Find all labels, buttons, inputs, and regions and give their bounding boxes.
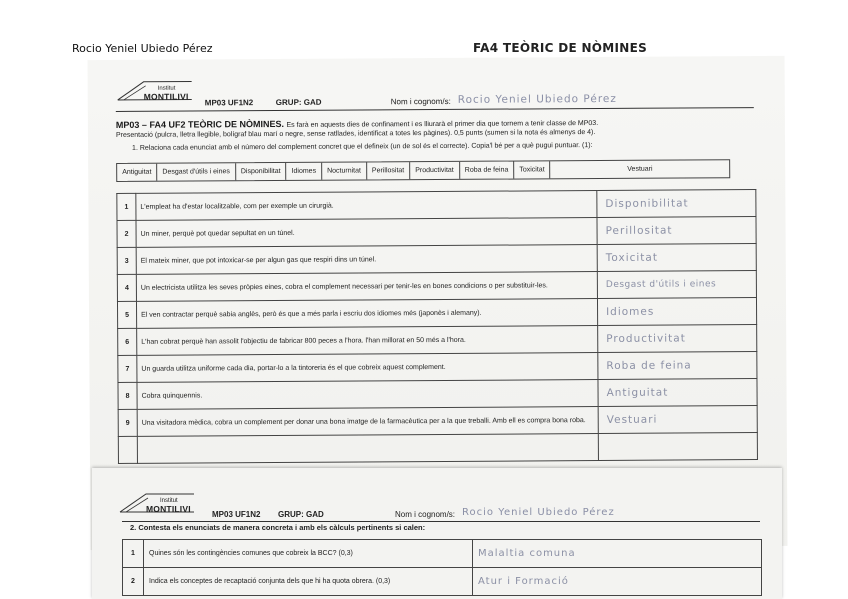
row-number: 4 bbox=[117, 274, 136, 301]
presentation-note: Presentació (pulcra, lletra llegible, bolígraf blau marí o negre, sense ratllades, identificat a totes les pàgines). 0,5 punts (sumen si la nota és almenys de 4). bbox=[115, 129, 596, 139]
row-answer-handwritten: Toxicitat bbox=[597, 244, 756, 272]
row-answer-handwritten: Malaltia comuna bbox=[473, 540, 762, 568]
row-number: 2 bbox=[117, 220, 136, 247]
word-bank-item: Roba de feina bbox=[460, 162, 515, 179]
row-question: Un guarda utilitza uniforme cada dia, portar-lo a la tintoreria és el que cobreix aquest complement. bbox=[137, 353, 598, 383]
course-code: MP03 UF1N2 bbox=[204, 98, 254, 108]
row-question: El ven contractar perquè sabia anglès, però és que a més parla i escriu dos idiomes més (japonès i alemany). bbox=[136, 299, 597, 329]
table-row bbox=[123, 568, 762, 596]
row-number bbox=[118, 436, 137, 463]
word-bank-item: Toxicitat bbox=[514, 161, 550, 178]
row-number: 3 bbox=[117, 247, 136, 274]
table-row bbox=[117, 298, 756, 329]
word-bank-item: Productivitat bbox=[410, 162, 460, 179]
name-handwritten: Rocio Yeniel Ubiedo Pérez bbox=[462, 507, 615, 518]
school-logo bbox=[116, 490, 196, 520]
row-question: Un electricista utilitza les seves pròpies eines, cobra el complement necessari per tenir-les en bones condicions o per substituir-les. bbox=[136, 272, 597, 302]
header-rule bbox=[122, 521, 760, 522]
table-row bbox=[123, 540, 762, 568]
row-number: 1 bbox=[123, 540, 144, 568]
row-answer-handwritten: Antiguitat bbox=[598, 379, 757, 407]
row-question: El mateix miner, que pot intoxicar-se per algun gas que respiri dins un túnel. bbox=[136, 245, 597, 275]
table-row bbox=[118, 352, 757, 383]
exercise-title bbox=[116, 117, 598, 130]
logo-name-text: MONTILIVI bbox=[146, 504, 191, 514]
row-number: 5 bbox=[117, 301, 136, 328]
table-row bbox=[117, 190, 756, 221]
row-question: Indica els conceptes de recaptació conjunta dels que hi ha quota obrera. (0,3) bbox=[144, 568, 473, 596]
row-answer-handwritten: Disponibilitat bbox=[597, 190, 756, 218]
table-row bbox=[118, 379, 757, 410]
document-title: FA4 TEÒRIC DE NÒMINES bbox=[473, 41, 648, 55]
logo-institut-text: Institut bbox=[157, 85, 176, 92]
row-question bbox=[137, 434, 598, 464]
row-question: L'han cobrat perquè han assolit l'objectiu de fabricar 800 peces a l'hora. l'han millorat en 50 més a l'hora. bbox=[137, 326, 598, 356]
word-bank-item: Nocturnitat bbox=[322, 162, 367, 179]
row-question: L'empleat ha d'estar localitzable, com per exemple un cirurgià. bbox=[136, 191, 597, 221]
row-answer-handwritten: Desgast d'útils i eines bbox=[597, 271, 756, 299]
question-table-1 bbox=[116, 189, 758, 464]
group-label: GRUP: GAD bbox=[275, 97, 322, 107]
row-question: Cobra quinquennis. bbox=[137, 380, 598, 410]
row-number: 8 bbox=[118, 382, 137, 409]
row-answer-handwritten: Productivitat bbox=[598, 325, 757, 353]
exercise-title-bold: MP03 – FA4 UF2 TEÒRIC DE NÒMINES. bbox=[115, 118, 284, 130]
name-label: Nom i cognom/s: bbox=[390, 96, 451, 107]
row-answer-handwritten bbox=[598, 433, 757, 461]
table-row bbox=[117, 271, 756, 302]
exercise-title-rest: Es farà en aquests dies de confinament i es lliurarà el primer dia que tornem a tenir classe de MP03. bbox=[286, 120, 599, 129]
row-number: 7 bbox=[118, 355, 137, 382]
logo-institut-text: Institut bbox=[160, 498, 178, 504]
header-rule bbox=[116, 107, 754, 112]
word-bank-item: Vestuari bbox=[627, 165, 653, 173]
word-bank-item: Antiguitat bbox=[117, 164, 157, 181]
word-bank-item: Disponibilitat bbox=[236, 163, 287, 180]
student-name-header: Rocio Yeniel Ubiedo Pérez bbox=[72, 42, 213, 55]
group-label: GRUP: GAD bbox=[278, 510, 324, 519]
row-question: Un miner, perquè pot quedar sepultat en un túnel. bbox=[136, 218, 597, 248]
exercise-1-instructions: 1. Relaciona cada enunciat amb el número del complement concret que el defineix (un de sol és el correcte). Copia'l bé per a què pugui puntuar. (1): bbox=[132, 142, 593, 152]
table-row bbox=[117, 217, 756, 248]
table-row bbox=[118, 406, 757, 437]
course-code: MP03 UF1N2 bbox=[212, 510, 261, 519]
table-row bbox=[118, 433, 757, 464]
row-answer-handwritten: Perillositat bbox=[597, 217, 756, 245]
name-handwritten: Rocio Yeniel Ubiedo Pérez bbox=[457, 92, 617, 106]
question-table-2 bbox=[122, 539, 762, 596]
table-row bbox=[118, 325, 757, 356]
row-question: Una visitadora mèdica, cobra un complement per donar una bona imatge de la farmacèutica per a la que treballi. Amb ell es compra bona roba. bbox=[137, 407, 598, 437]
row-number: 2 bbox=[123, 568, 144, 596]
word-bank bbox=[116, 159, 730, 182]
row-answer-handwritten: Roba de feina bbox=[598, 352, 757, 380]
word-bank-item: Idiomes bbox=[287, 163, 323, 180]
row-number: 9 bbox=[118, 409, 137, 436]
name-label: Nom i cognom/s: bbox=[395, 510, 456, 519]
scanned-page-2 bbox=[92, 468, 782, 599]
logo-name-text: MONTILIVI bbox=[143, 91, 189, 102]
word-bank-item: Desgast d'útils i eines bbox=[157, 163, 236, 180]
exercise-2-instructions: 2. Contesta els enunciats de manera concreta i amb els càlculs pertinents si calen: bbox=[130, 523, 426, 532]
row-number: 6 bbox=[118, 328, 137, 355]
row-answer-handwritten: Atur i Formació bbox=[473, 568, 762, 596]
table-row bbox=[117, 244, 756, 275]
word-bank-item: Perillositat bbox=[367, 162, 410, 179]
school-logo bbox=[114, 77, 194, 107]
row-answer-handwritten: Idiomes bbox=[597, 298, 756, 326]
row-number: 1 bbox=[117, 193, 136, 220]
row-answer-handwritten: Vestuari bbox=[598, 406, 757, 434]
row-question: Quines són les contingències comunes que cobreix la BCC? (0,3) bbox=[144, 540, 473, 568]
